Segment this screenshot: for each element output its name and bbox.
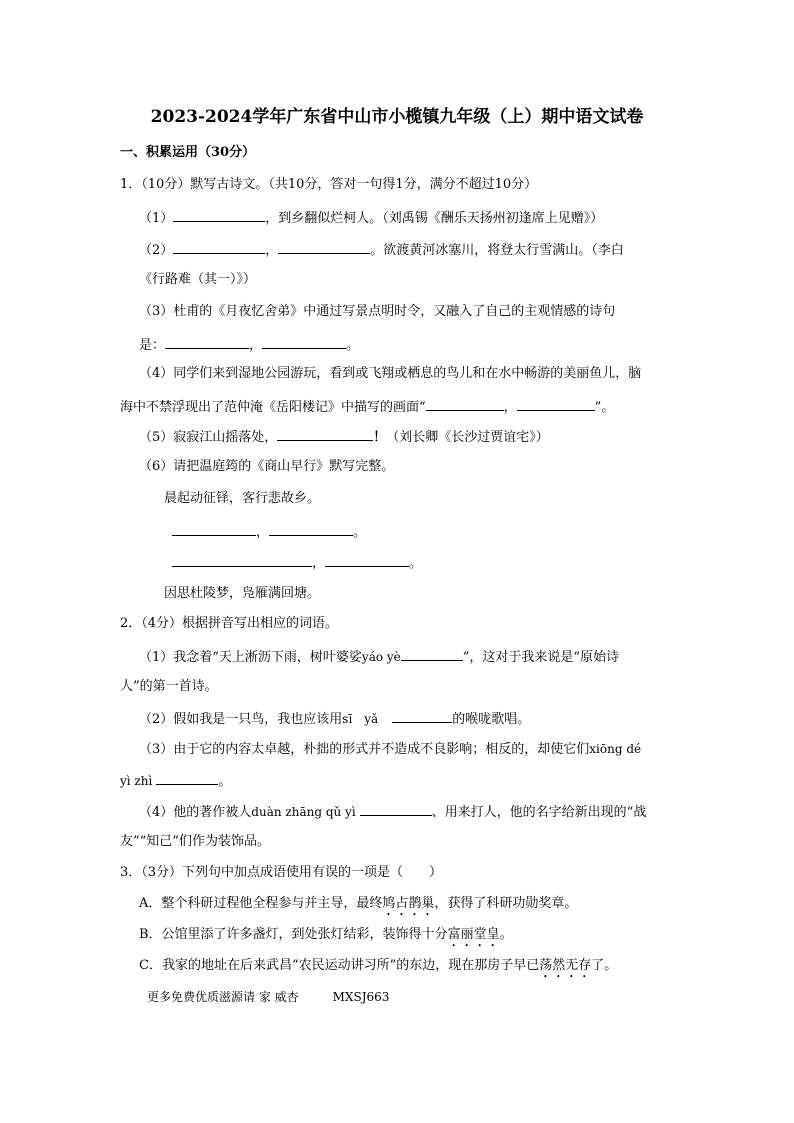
answer-blank[interactable] — [325, 554, 409, 567]
option-text: C．我家的地址在后来武昌“农民运动讲习所”的东边，现在那房子早已 — [139, 958, 540, 973]
answer-blank[interactable] — [269, 523, 353, 536]
q2-item-2-text: （2）假如我是一只鸟，我也应该用 — [139, 712, 343, 727]
poem-line-1: 晨起动征铎，客行悲故乡。 — [164, 491, 321, 506]
pinyin: duàn zhāng qǔ yì — [251, 805, 356, 819]
answer-blank[interactable] — [392, 710, 452, 723]
q1-item-3-cont — [139, 336, 359, 354]
answer-blank[interactable] — [262, 336, 346, 349]
q3-option-b[interactable] — [139, 927, 513, 950]
answer-blank[interactable] — [278, 241, 370, 254]
answer-blank[interactable] — [426, 398, 504, 411]
q1-item-2-label: （2） — [139, 243, 174, 258]
period: 。 — [346, 338, 360, 353]
footer-note — [147, 989, 389, 1005]
answer-blank[interactable] — [156, 772, 218, 785]
q2-item-3-cont — [120, 772, 231, 790]
poem-line-3 — [172, 554, 422, 572]
answer-blank[interactable] — [172, 554, 312, 567]
q2-item-4-cont: 友”“知己”们作为装饰品。 — [120, 834, 270, 849]
pinyin: yáo yè — [361, 650, 401, 664]
q2-item-3 — [139, 741, 641, 758]
comma: ， — [312, 556, 326, 571]
dotted-idiom: 鸠占鹊巢 — [382, 896, 435, 911]
q1-item-1-text: ，到乡翻似烂柯人。（刘禹锡《酬乐天扬州初逢席上见赠》） — [265, 211, 604, 226]
q1-item-5 — [139, 428, 549, 446]
period: 。 — [218, 774, 232, 789]
poem-line-2 — [172, 523, 366, 541]
footer-code: MXSJ663 — [332, 990, 390, 1004]
comma: ， — [265, 243, 279, 258]
closing-quote: ”。 — [594, 400, 615, 415]
answer-blank[interactable] — [401, 648, 463, 661]
pinyin: xiōng dé — [589, 742, 642, 756]
q2-item-1-text: （1）我念着“天上淅沥下雨，树叶婆娑 — [139, 650, 362, 665]
q2-item-4-text-b: 、用来打人，他的名字给新出现的“战 — [431, 805, 647, 820]
poem-line-4: 因思杜陵梦，凫雁满回塘。 — [164, 586, 321, 601]
q1-item-1-label: （1） — [139, 211, 174, 226]
q2-item-1-cont: 人”的第一首诗。 — [120, 679, 218, 694]
q1-item-4: （4）同学们来到湿地公园游玩，看到或飞翔或栖息的鸟儿和在水中畅游的美丽鱼儿，脑 — [139, 366, 642, 381]
q1-item-6: （6）请把温庭筠的《商山早行》默写完整。 — [139, 459, 395, 474]
q1-item-4-cont — [120, 398, 614, 416]
option-text: 。 — [499, 927, 513, 942]
answer-blank[interactable] — [172, 523, 256, 536]
q1-item-4-text: 海中不禁浮现出了范仲淹《岳阳楼记》中描写的画面“ — [120, 400, 426, 415]
option-text: B．公馆里添了许多盏灯，到处张灯结彩，装饰得十分 — [139, 927, 448, 942]
answer-blank[interactable] — [165, 336, 249, 349]
option-text: A．整个科研过程他全程参与并主导，最终 — [139, 896, 383, 911]
comma: ， — [256, 525, 270, 540]
dotted-idiom: 富丽堂皇 — [447, 927, 500, 942]
q2-item-2-text-b: 的喉咙歌唱。 — [452, 712, 531, 727]
q1-item-2-cont: 《行路难（其一）》） — [139, 272, 257, 287]
dotted-idiom: 荡然无存 — [539, 958, 592, 973]
q1-item-3-prefix: 是： — [139, 338, 166, 353]
q2-stem: 2．（4分）根据拼音写出相应的词语。 — [120, 616, 339, 631]
option-text: 了。 — [591, 958, 618, 973]
answer-blank[interactable] — [173, 209, 265, 222]
q1-item-5-text: （5）寂寂江山摇落处， — [139, 430, 278, 445]
answer-blank[interactable] — [360, 803, 432, 816]
q1-stem: 1．（10分）默写古诗文。（共10分，答对一句得1分，满分不超过10分） — [120, 177, 538, 192]
exclamation: ！ — [373, 430, 387, 445]
period: 。 — [409, 556, 423, 571]
answer-blank[interactable] — [517, 398, 595, 411]
q3-stem: 3．（3分）下列句中加点成语使用有误的一项是（ ） — [120, 865, 443, 880]
q3-option-a[interactable] — [139, 896, 577, 919]
q1-item-1 — [139, 209, 603, 227]
q2-item-4-text: （4）他的著作被人 — [139, 805, 252, 820]
pinyin: sī yǎ — [342, 712, 379, 726]
option-text: ，获得了科研功勋奖章。 — [434, 896, 578, 911]
answer-blank[interactable] — [277, 428, 373, 441]
pinyin: yì zhì — [120, 774, 153, 788]
q3-option-c[interactable] — [139, 958, 617, 981]
exam-title: 2023-2024学年广东省中山市小榄镇九年级（上）期中语文试卷 — [150, 107, 644, 127]
q1-item-2 — [139, 241, 624, 259]
q1-item-3: （3）杜甫的《月夜忆舍弟》中通过写景点明时令，又融入了自己的主观情感的诗句 — [139, 304, 616, 319]
answer-blank[interactable] — [173, 241, 265, 254]
q1-item-5-source: （刘长卿《长沙过贾谊宅》） — [386, 430, 549, 445]
comma: ， — [249, 338, 263, 353]
q2-item-1-text-b: ”，这对于我来说是“原始诗 — [462, 650, 620, 665]
q2-item-4 — [139, 803, 646, 821]
period: 。 — [353, 525, 367, 540]
footer-text: 更多免费优质滋源请 家 威杏 — [147, 990, 299, 1004]
section-heading: 一、积累运用（30分） — [120, 145, 256, 160]
q2-item-3-text: （3）由于它的内容太卓越，朴拙的形式并不造成不良影响；相反的，却使它们 — [139, 742, 590, 757]
q1-item-2-text: 。欲渡黄河冰塞川，将登太行雪满山。（李白 — [370, 243, 624, 258]
q2-item-1 — [139, 648, 619, 666]
q2-item-2 — [139, 710, 530, 728]
comma: ， — [503, 400, 517, 415]
